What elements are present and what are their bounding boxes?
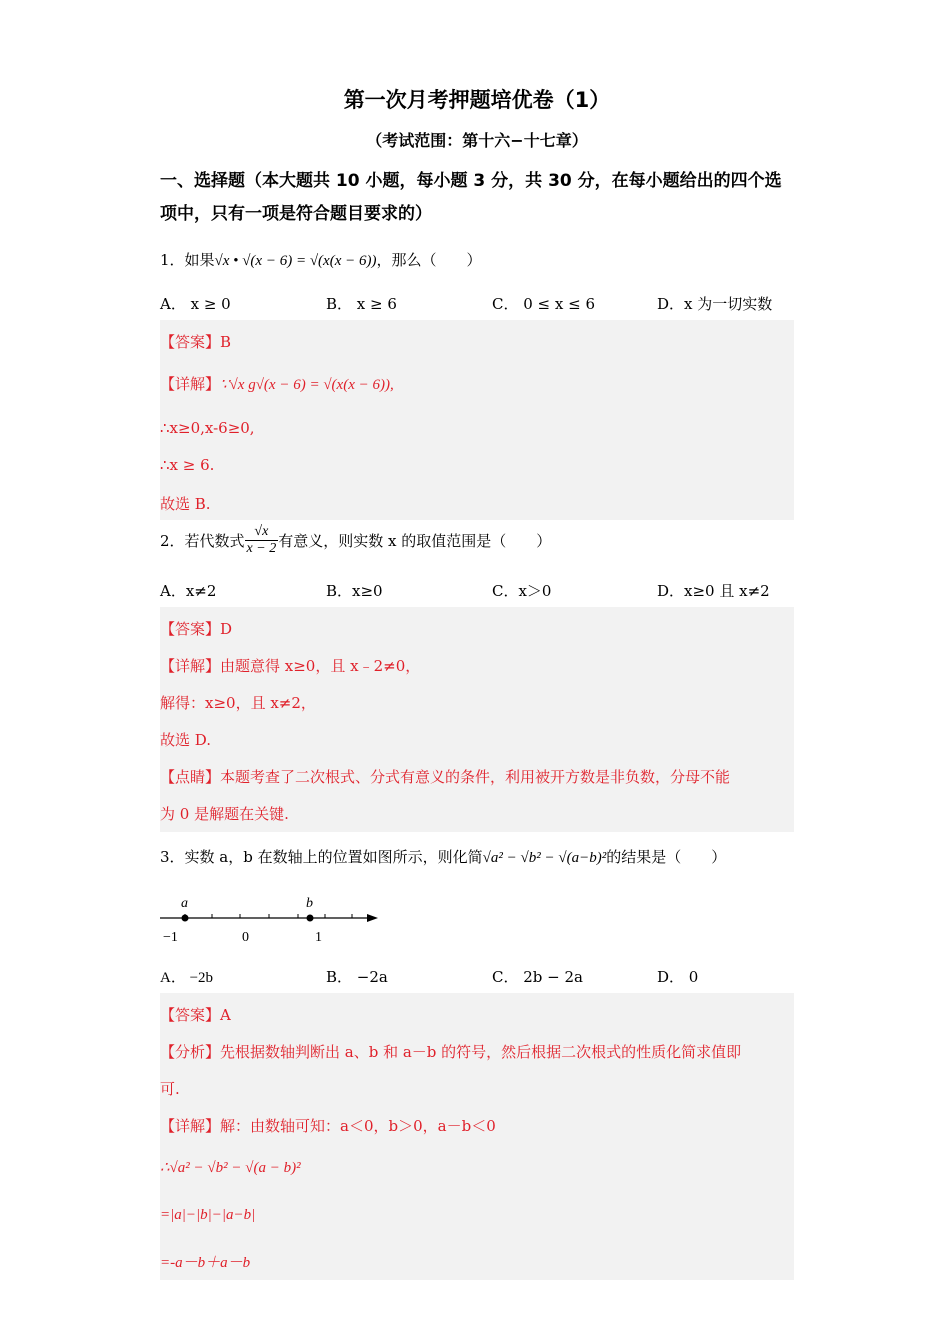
- question-1-expression: √x • √(x − 6) = √(x(x − 6)): [214, 253, 377, 269]
- question-1-detail: [160, 373, 394, 394]
- question-3-detail-text: 解：由数轴可知：a＜0，b＞0，a－b＜0: [220, 1117, 496, 1135]
- question-2-option-d: D．x≥0 且 x≠2: [657, 582, 770, 600]
- question-3-analysis-tag: 【分析】: [160, 1043, 221, 1061]
- question-3-analysis-text: 先根据数轴判断出 a、b 和 a－b 的符号，然后根据二次根式的性质化简求值即: [220, 1043, 742, 1061]
- question-1-option-c: C． 0 ≤ x ≤ 6: [492, 295, 596, 313]
- question-2-comment: [160, 766, 730, 787]
- point-a: [182, 915, 189, 922]
- question-3-option-b: B． −2a: [326, 968, 388, 986]
- question-1-detail-expression: ∵√x g√(x − 6) = √(x(x − 6)),: [220, 377, 394, 393]
- question-2-fraction-numerator: √x: [245, 524, 279, 541]
- question-2-option-b: B．x≥0: [326, 582, 383, 600]
- point-b-label: b: [306, 896, 313, 911]
- question-3-step-2: =|a|−|b|−|a−b|: [160, 1207, 256, 1223]
- question-3-suffix: 的结果是（ ）: [606, 848, 727, 866]
- question-2-detail-tag: 【详解】: [160, 657, 221, 675]
- tick-label-one: 1: [315, 930, 322, 945]
- question-2-fraction: [245, 524, 279, 557]
- question-2-comment-text: 本题考查了二次根式、分式有意义的条件，利用被开方数是非负数，分母不能: [220, 768, 731, 786]
- question-3-answer-box: [160, 993, 794, 1280]
- question-3-option-d: D． 0: [657, 968, 699, 986]
- point-a-label: a: [181, 896, 188, 911]
- question-1-option-a: A． x ≥ 0: [160, 295, 231, 313]
- question-3-analysis-continued: 可.: [160, 1080, 180, 1098]
- question-1-answer: 【答案】B: [160, 333, 232, 351]
- question-1-step-3: 故选 B.: [160, 495, 211, 513]
- number-line-arrow: [367, 914, 378, 922]
- question-1-detail-tag: 【详解】: [160, 375, 221, 393]
- question-2-answer: 【答案】D: [160, 620, 233, 638]
- question-2-detail: [160, 655, 420, 676]
- question-3-option-c: C． 2b − 2a: [492, 968, 583, 986]
- question-2-comment-continued: 为 0 是解题在关键.: [160, 805, 289, 823]
- page-title: 第一次月考押题培优卷（1）: [343, 88, 611, 112]
- question-3: [160, 846, 726, 867]
- question-2-fraction-denominator: x − 2: [246, 541, 277, 556]
- question-3-detail: [160, 1115, 496, 1136]
- question-2: [160, 524, 551, 557]
- point-b: [307, 915, 314, 922]
- question-2-step-1: 解得：x≥0，且 x≠2，: [160, 694, 316, 712]
- question-3-step-1: ∴√a² − √b² − √(a − b)²: [160, 1160, 301, 1176]
- question-2-answer-box: [160, 607, 794, 832]
- question-3-answer: 【答案】A: [160, 1006, 231, 1024]
- question-1-step-2: ∴x ≥ 6.: [160, 456, 215, 474]
- question-2-detail-text: 由题意得 x≥0，且 x﹣2≠0，: [220, 657, 421, 675]
- tick-label-zero: 0: [242, 930, 249, 945]
- question-2-suffix: 有意义，则实数 x 的取值范围是（ ）: [278, 532, 552, 550]
- section-heading: 一、选择题（本大题共 10 小题，每小题 3 分，共 30 分，在每小题给出的四个选项中，只有一项是符合题目要求的）: [160, 171, 782, 224]
- question-2-prefix: 2．若代数式: [160, 532, 245, 550]
- question-3-analysis: [160, 1041, 741, 1062]
- question-1-prefix: 1．如果: [160, 251, 215, 269]
- question-2-step-2: 故选 D.: [160, 731, 212, 749]
- question-1-option-b: B． x ≥ 6: [326, 295, 397, 313]
- question-3-step-3: =-a－b＋a－b: [160, 1255, 251, 1271]
- question-1-suffix: ，那么（ ）: [376, 251, 482, 269]
- number-line-figure: [160, 890, 390, 952]
- question-1-answer-box: [160, 320, 794, 520]
- question-3-detail-tag: 【详解】: [160, 1117, 221, 1135]
- question-3-expression: √a² − √b² − √(a−b)²: [482, 850, 607, 866]
- question-3-prefix: 3．实数 a，b 在数轴上的位置如图所示，则化简: [160, 848, 483, 866]
- tick-label-minus-one: −1: [163, 930, 178, 945]
- question-1-step-1: ∴x≥0,x-6≥0,: [160, 419, 255, 437]
- question-3-option-a: A． −2b: [160, 970, 214, 986]
- question-2-comment-tag: 【点睛】: [160, 768, 221, 786]
- question-1: [160, 249, 481, 270]
- question-2-option-a: A．x≠2: [160, 582, 217, 600]
- question-1-option-d: D．x 为一切实数: [657, 295, 773, 313]
- page-subtitle: （考试范围：第十六−十七章）: [366, 131, 588, 150]
- question-2-option-c: C．x＞0: [492, 582, 552, 600]
